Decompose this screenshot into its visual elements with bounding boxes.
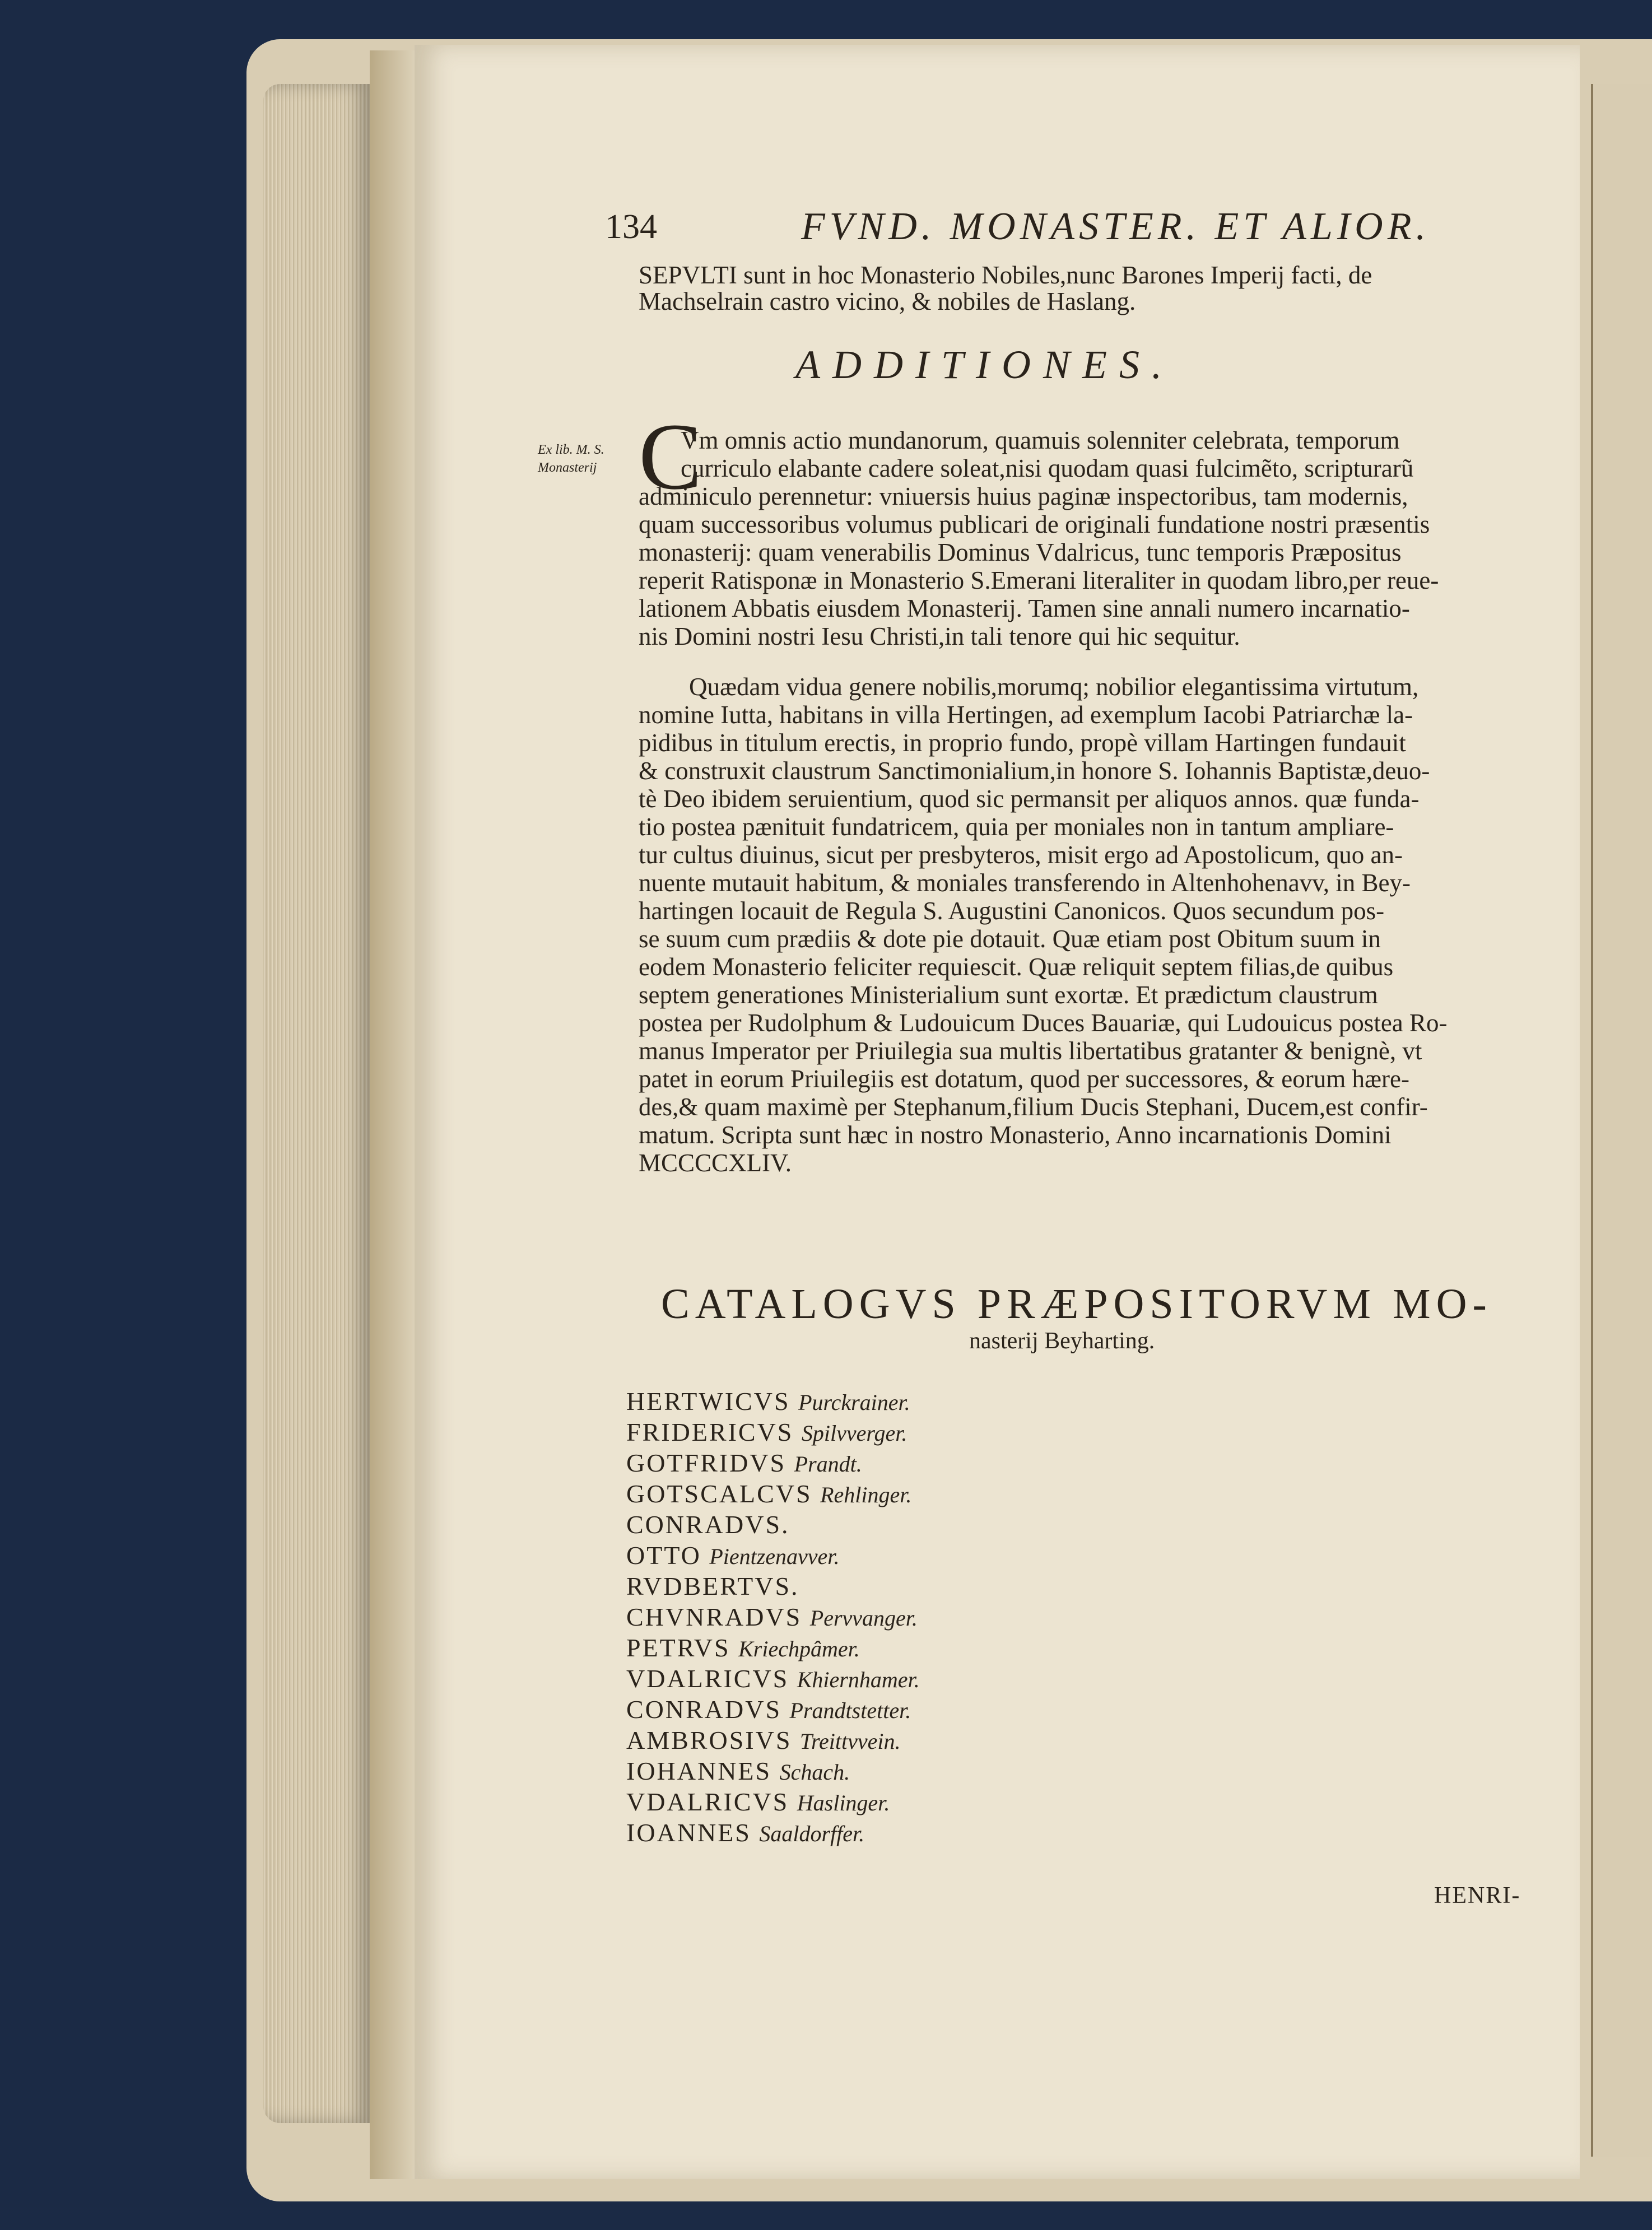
- praepositus-first-name: OTTO: [626, 1541, 701, 1570]
- para2-line: postea per Rudolphum & Ludouicum Duces Bauariæ, qui Ludouicus postea Ro-: [639, 1009, 1448, 1037]
- side-note-line-1: Ex lib. M. S.: [538, 443, 604, 457]
- praepositus-surname: Rehlinger.: [820, 1482, 912, 1507]
- praepositus-entry: [626, 1725, 901, 1755]
- praepositus-entry: [626, 1479, 911, 1509]
- para2-line: eodem Monasterio feliciter requiescit. Quæ reliquit septem filias,de quibus: [639, 953, 1394, 981]
- page-number: 134: [605, 208, 657, 246]
- page-edges: [263, 84, 370, 2123]
- praepositus-surname: Saaldorffer.: [759, 1821, 865, 1846]
- para2-line: tio postea pænituit fundatricem, quia per moniales non in tantum ampliare-: [639, 813, 1394, 841]
- praepositus-entry: [626, 1756, 850, 1786]
- catchword: HENRI-: [1434, 1883, 1521, 1908]
- praepositus-entry: [626, 1694, 911, 1724]
- praepositus-first-name: PETRVS: [626, 1633, 730, 1662]
- praepositus-surname: Purckrainer.: [798, 1390, 910, 1415]
- praepositus-first-name: CHVNRADVS: [626, 1603, 802, 1631]
- praepositus-first-name: CONRADVS.: [626, 1510, 790, 1539]
- praepositus-first-name: VDALRICVS: [626, 1664, 789, 1693]
- praepositus-first-name: VDALRICVS: [626, 1787, 789, 1816]
- para1-line: lationem Abbatis eiusdem Monasterij. Tamen sine annali numero incarnatio-: [639, 594, 1410, 622]
- praepositus-first-name: GOTFRIDVS: [626, 1449, 787, 1477]
- praepositus-entry: [626, 1818, 864, 1847]
- praepositus-entry: [626, 1633, 860, 1663]
- praepositus-surname: Haslinger.: [797, 1790, 890, 1815]
- catalog-heading: CATALOGVS PRÆPOSITORVM MO-: [661, 1281, 1492, 1328]
- para1-line: monasterij: quam venerabilis Dominus Vdalricus, tunc temporis Præpositus: [639, 538, 1402, 566]
- praepositus-first-name: AMBROSIVS: [626, 1726, 792, 1754]
- para2-line: des,& quam maximè per Stephanum,filium Ducis Stephani, Ducem,est confir-: [639, 1093, 1428, 1121]
- praepositus-surname: Khiernhamer.: [797, 1667, 920, 1692]
- praepositus-first-name: IOANNES: [626, 1818, 751, 1847]
- drop-cap: C: [639, 404, 702, 509]
- praepositus-first-name: IOHANNES: [626, 1757, 772, 1785]
- praepositus-surname: Kriechpâmer.: [738, 1636, 860, 1661]
- praepositus-entry: [626, 1386, 910, 1416]
- running-head: FVND. MONASTER. ET ALIOR.: [801, 205, 1430, 248]
- praepositus-entry: [626, 1664, 920, 1693]
- praepositus-first-name: FRIDERICVS: [626, 1418, 794, 1446]
- praepositus-first-name: HERTWICVS: [626, 1387, 790, 1416]
- praepositus-entry: [626, 1787, 890, 1817]
- praepositus-surname: Schach.: [779, 1759, 850, 1785]
- praepositus-surname: Pervvanger.: [809, 1605, 918, 1631]
- para1-line: quam successoribus volumus publicari de originali fundatione nostri præsentis: [639, 510, 1430, 538]
- para2-line: hartingen locauit de Regula S. Augustini Canonicos. Quos secundum pos-: [639, 897, 1385, 925]
- praepositus-surname: Treittvvein.: [799, 1729, 901, 1754]
- para2-line: & construxit claustrum Sanctimonialium,in honore S. Iohannis Baptistæ,deuo-: [639, 757, 1430, 785]
- praepositus-entry: [626, 1448, 862, 1478]
- praepositus-surname: Spilvverger.: [801, 1421, 908, 1446]
- praepositus-surname: Pientzenavver.: [709, 1544, 840, 1569]
- praepositus-first-name: CONRADVS: [626, 1695, 782, 1724]
- praepositus-entry: [626, 1510, 790, 1539]
- praepositus-entry: [626, 1602, 918, 1632]
- additiones-heading: ADDITIONES.: [795, 342, 1174, 387]
- praepositus-first-name: GOTSCALCVS: [626, 1479, 812, 1508]
- para2-line: pidibus in titulum erectis, in proprio fundo, propè villam Hartingen fundauit: [639, 729, 1406, 757]
- para2-line: matum. Scripta sunt hæc in nostro Monasterio, Anno incarnationis Domini: [639, 1121, 1392, 1149]
- para1-line: curriculo elabante cadere soleat,nisi quodam quasi fulcimẽto, scripturarũ: [681, 454, 1414, 482]
- para2-line: tur cultus diuinus, sicut per presbyteros, misit ergo ad Apostolicum, quo an-: [639, 841, 1403, 869]
- praepositus-surname: Prandtstetter.: [789, 1698, 911, 1723]
- praepositus-first-name: RVDBERTVS.: [626, 1572, 799, 1600]
- praepositus-surname: Prandt.: [794, 1451, 862, 1477]
- praepositus-entry: [626, 1571, 799, 1601]
- para2-line: tè Deo ibidem seruientium, quod sic permansit per aliquos annos. quæ funda-: [639, 785, 1420, 813]
- catalog-subheading: nasterij Beyharting.: [969, 1328, 1155, 1354]
- para2-line: MCCCCXLIV.: [639, 1149, 792, 1177]
- para2-line: nuente mutauit habitum, & moniales transferendo in Altenhohenavv, in Bey-: [639, 869, 1411, 897]
- praepositus-entry: [626, 1540, 839, 1570]
- para2-line: patet in eorum Priuilegiis est dotatum, quod per successores, & eorum hære-: [639, 1065, 1409, 1093]
- para2-line: manus Imperator per Priuilegia sua multis libertatibus gratanter & benignè, vt: [639, 1037, 1422, 1065]
- para1-line: reperit Ratisponæ in Monasterio S.Emerani literaliter in quodam libro,per reue-: [639, 566, 1439, 594]
- para2-line: nomine Iutta, habitans in villa Hertingen, ad exemplum Iacobi Patriarchæ la-: [639, 701, 1413, 729]
- side-note-line-2: Monasterij: [538, 460, 597, 475]
- para1-line: nis Domini nostri Iesu Christi,in tali tenore qui hic sequitur.: [639, 622, 1240, 650]
- intro-line-2: Machselrain castro vicino, & nobiles de Haslang.: [639, 287, 1136, 315]
- intro-line-1: SEPVLTI sunt in hoc Monasterio Nobiles,nunc Barones Imperij facti, de: [639, 261, 1372, 289]
- para2-line: septem generationes Ministerialium sunt exortæ. Et prædictum claustrum: [639, 981, 1378, 1009]
- para2-line: se suum cum prædiis & dote pie dotauit. Quæ etiam post Obitum suum in: [639, 925, 1381, 953]
- para1-line: adminiculo perennetur: vniuersis huius paginæ inspectoribus, tam modernis,: [639, 482, 1408, 510]
- para2-line: Quædam vidua genere nobilis,morumq; nobilior elegantissima virtutum,: [689, 673, 1419, 701]
- facing-page-edge: [1591, 84, 1652, 2157]
- para1-line: Vm omnis actio mundanorum, quamuis solenniter celebrata, temporum: [681, 426, 1400, 454]
- praepositus-entry: [626, 1417, 907, 1447]
